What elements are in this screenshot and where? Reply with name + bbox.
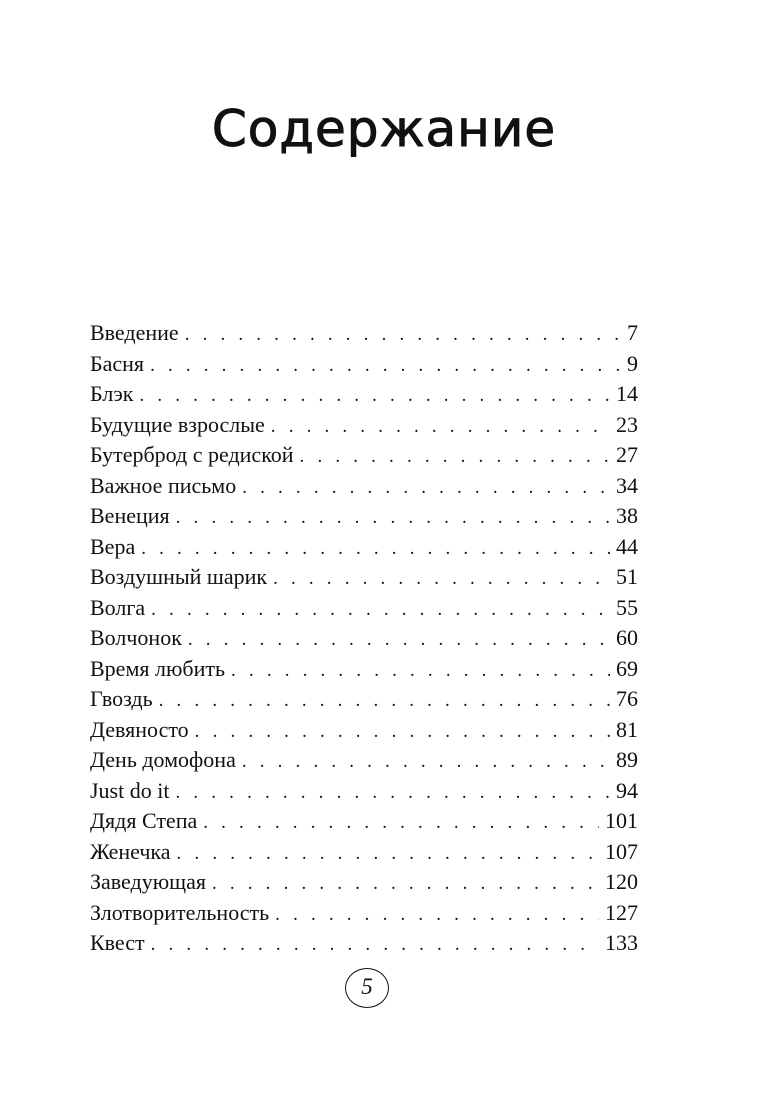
toc-dot-leader bbox=[151, 595, 610, 626]
toc-entry[interactable] bbox=[90, 654, 638, 685]
toc-entry-page: 9 bbox=[627, 350, 638, 376]
toc-entry-page: 133 bbox=[605, 930, 638, 955]
toc-entry-page: 7 bbox=[627, 320, 638, 345]
toc-entry-page: 101 bbox=[605, 808, 638, 833]
toc-dot-leader bbox=[231, 656, 610, 687]
toc-entry[interactable] bbox=[90, 440, 638, 471]
toc-entry-page: 69 bbox=[616, 655, 638, 681]
toc-entry-title: День домофона bbox=[90, 747, 236, 772]
toc-entry-title: Важное письмо bbox=[90, 472, 237, 498]
toc-entry-title: Время любить bbox=[90, 655, 226, 681]
toc-dot-leader bbox=[150, 351, 621, 382]
toc-entry-title: Венеция bbox=[90, 503, 170, 528]
toc-dot-leader bbox=[177, 839, 599, 870]
toc-entry-title: Будущие взрослые bbox=[90, 411, 265, 437]
page-number-badge: 5 bbox=[345, 968, 389, 1008]
toc-entry-title: Дядя Степа bbox=[90, 808, 198, 833]
toc-dot-leader bbox=[275, 900, 599, 931]
toc-dot-leader bbox=[159, 686, 610, 717]
toc-dot-leader bbox=[300, 442, 610, 473]
toc-entry[interactable] bbox=[90, 745, 638, 776]
toc-entry-title: Злотворительность bbox=[90, 899, 270, 925]
toc-entry-title: Блэк bbox=[90, 381, 134, 406]
toc-entry-title: Just do it bbox=[90, 777, 170, 803]
toc-entry-title: Гвоздь bbox=[90, 686, 153, 711]
toc-entry[interactable] bbox=[90, 379, 638, 410]
toc-entry-page: 55 bbox=[616, 594, 638, 620]
page-title: Содержание bbox=[211, 100, 557, 158]
toc-dot-leader bbox=[242, 473, 610, 504]
toc-dot-leader bbox=[242, 747, 610, 778]
toc-entry[interactable] bbox=[90, 410, 638, 441]
toc-entry-title: Волчонок bbox=[90, 625, 182, 650]
toc-dot-leader bbox=[141, 534, 610, 565]
toc-dot-leader bbox=[212, 869, 599, 900]
toc-entry-page: 89 bbox=[616, 747, 638, 772]
toc-entry[interactable] bbox=[90, 715, 638, 746]
toc-dot-leader bbox=[273, 564, 610, 595]
toc-entry[interactable] bbox=[90, 532, 638, 563]
toc-entry[interactable] bbox=[90, 837, 638, 868]
toc-entry-title: Вера bbox=[90, 533, 136, 559]
toc-entry-page: 120 bbox=[605, 869, 638, 894]
toc-entry[interactable] bbox=[90, 776, 638, 807]
toc-entry-title: Женечка bbox=[90, 838, 171, 864]
toc-entry-title: Бутерброд с редиской bbox=[90, 442, 294, 467]
toc-entry-page: 60 bbox=[616, 625, 638, 650]
table-of-contents bbox=[90, 318, 638, 959]
toc-entry-page: 14 bbox=[616, 381, 638, 406]
toc-entry[interactable] bbox=[90, 806, 638, 837]
toc-dot-leader bbox=[203, 808, 599, 839]
toc-entry[interactable] bbox=[90, 684, 638, 715]
toc-entry-page: 94 bbox=[616, 777, 638, 803]
toc-entry-title: Введение bbox=[90, 320, 179, 345]
toc-entry-page: 81 bbox=[616, 716, 638, 742]
toc-entry-title: Квест bbox=[90, 930, 145, 955]
toc-dot-leader bbox=[175, 778, 610, 809]
toc-entry-page: 34 bbox=[616, 472, 638, 498]
toc-entry-title: Басня bbox=[90, 350, 145, 376]
toc-entry-page: 107 bbox=[605, 838, 638, 864]
toc-dot-leader bbox=[176, 503, 610, 534]
toc-entry-page: 76 bbox=[616, 686, 638, 711]
toc-entry-page: 38 bbox=[616, 503, 638, 528]
toc-entry-page: 23 bbox=[616, 411, 638, 437]
toc-entry[interactable] bbox=[90, 501, 638, 532]
toc-entry[interactable] bbox=[90, 593, 638, 624]
toc-entry-page: 51 bbox=[616, 564, 638, 589]
toc-dot-leader bbox=[195, 717, 610, 748]
toc-entry-title: Волга bbox=[90, 594, 146, 620]
toc-entry-title: Девяносто bbox=[90, 716, 189, 742]
toc-entry-page: 44 bbox=[616, 533, 638, 559]
toc-entry-page: 27 bbox=[616, 442, 638, 467]
toc-entry[interactable] bbox=[90, 898, 638, 929]
toc-dot-leader bbox=[185, 320, 621, 351]
toc-entry-page: 127 bbox=[605, 899, 638, 925]
toc-entry[interactable] bbox=[90, 623, 638, 654]
toc-entry[interactable] bbox=[90, 349, 638, 380]
toc-entry-title: Воздушный шарик bbox=[90, 564, 268, 589]
toc-entry[interactable] bbox=[90, 471, 638, 502]
toc-dot-leader bbox=[188, 625, 610, 656]
toc-entry[interactable] bbox=[90, 867, 638, 898]
toc-dot-leader bbox=[139, 381, 610, 412]
toc-entry[interactable] bbox=[90, 318, 638, 349]
toc-entry-title: Заведующая bbox=[90, 869, 206, 894]
toc-dot-leader bbox=[151, 930, 599, 961]
toc-entry[interactable] bbox=[90, 562, 638, 593]
toc-dot-leader bbox=[271, 412, 610, 443]
toc-entry[interactable] bbox=[90, 928, 638, 959]
